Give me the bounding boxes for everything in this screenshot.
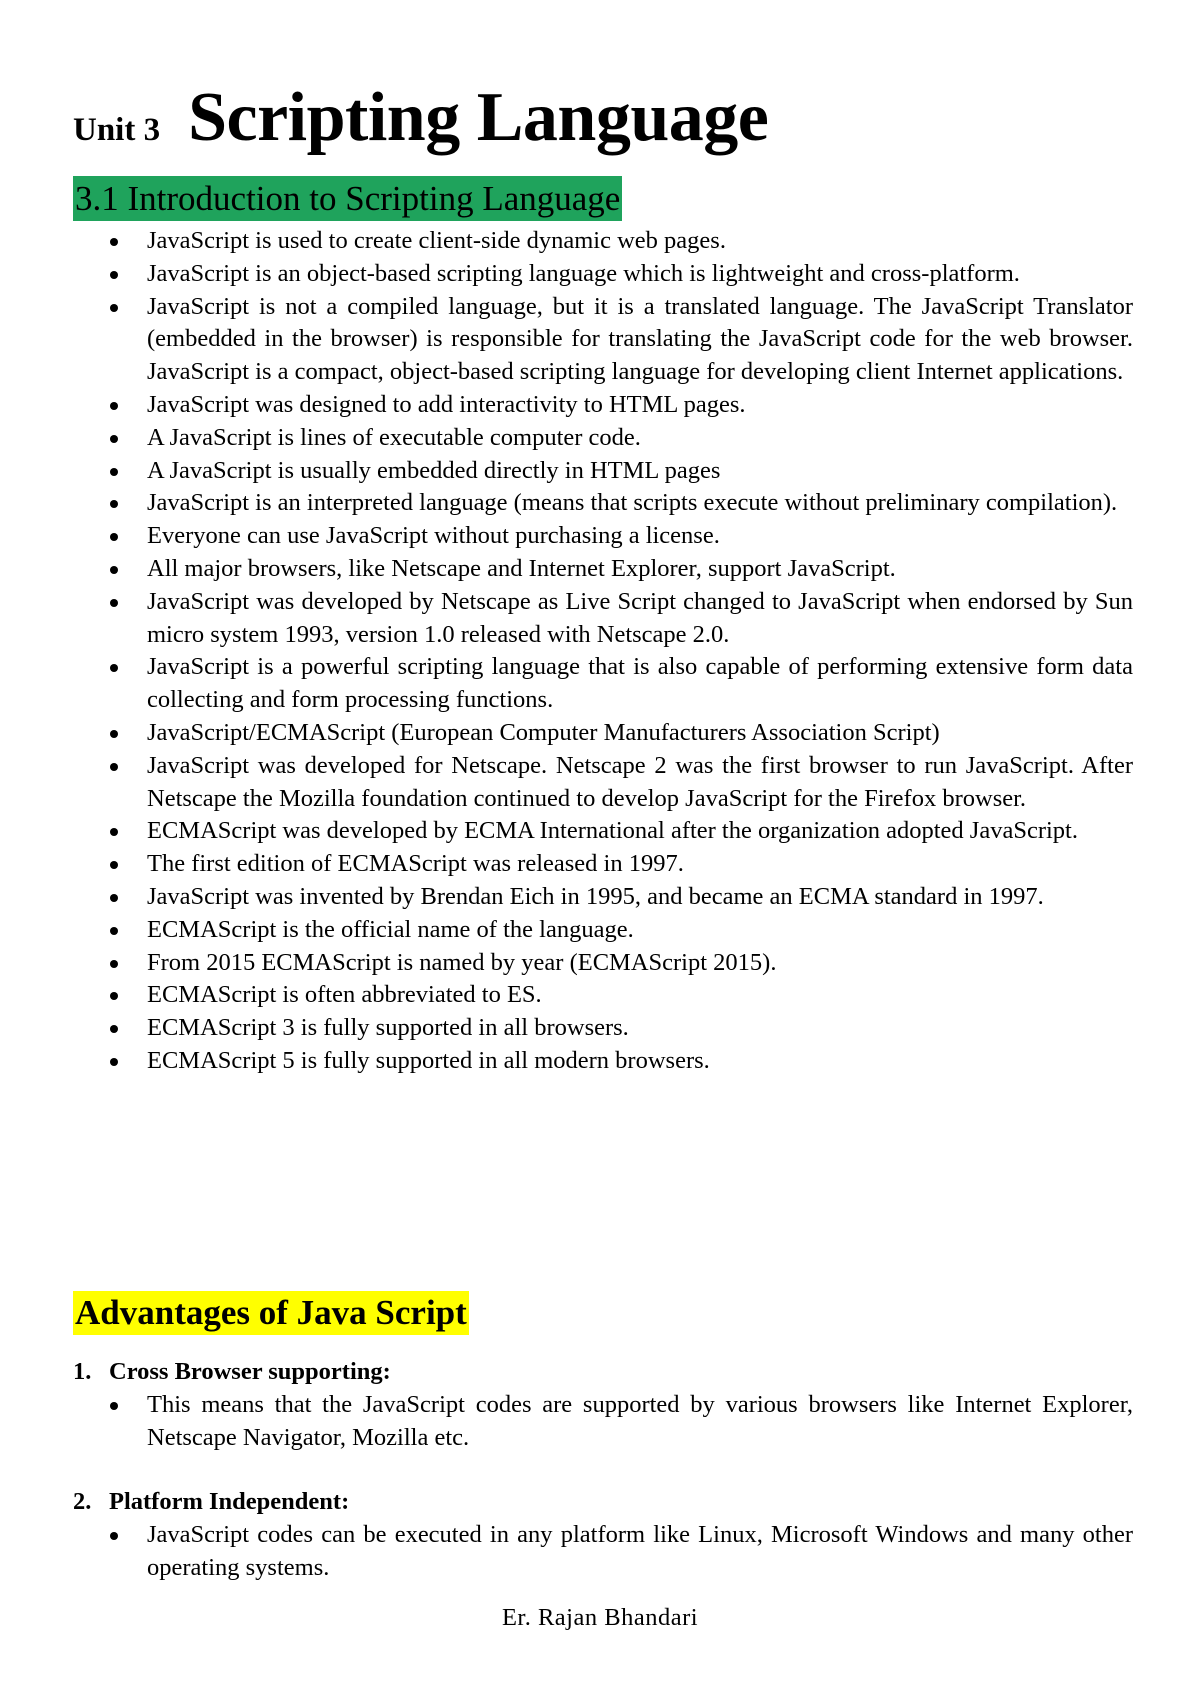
bullet-icon: [110, 304, 118, 312]
bullet-icon: [110, 1402, 118, 1410]
bullet-icon: [110, 402, 118, 410]
list-item: [0, 815, 1200, 848]
bullet-icon: [110, 1532, 118, 1540]
page-title: Scripting Language: [188, 79, 769, 156]
list-item: [0, 1045, 1200, 1078]
list-item: [0, 225, 1200, 258]
list-item-text: The first edition of ECMAScript was released in 1997.: [147, 850, 684, 878]
list-item: [0, 455, 1200, 488]
advantages-heading: Advantages of Java Script: [73, 1291, 469, 1335]
advantage-title-row: [0, 1356, 1200, 1389]
bullet-icon: [110, 599, 118, 607]
list-item-text: JavaScript is used to create client-side dynamic web pages.: [147, 227, 726, 254]
intro-bullet-list: [0, 225, 1200, 1078]
advantage-title-row: [0, 1486, 1200, 1519]
bullet-icon: [110, 468, 118, 476]
list-item-text: JavaScript was invented by Brendan Eich in 1995, and became an ECMA standard in 1997.: [147, 882, 1044, 910]
advantage-number: 2.: [73, 1488, 92, 1515]
list-item-text: JavaScript was developed by Netscape as Live Script changed to JavaScript when endorsed by Sun micro system 1993, version 1.0 released with Netscape 2.0.: [147, 587, 1133, 648]
list-item-text: ECMAScript was developed by ECMA International after the organization adopted JavaScript.: [147, 817, 1078, 845]
list-item: [0, 291, 1200, 389]
advantage-bullet-list: [0, 1519, 1200, 1585]
advantage-item: [0, 1486, 1200, 1584]
bullet-icon: [110, 435, 118, 443]
list-item: [0, 1389, 1200, 1455]
list-item-text: This means that the JavaScript codes are supported by various browsers like Internet Explorer, Netscape Navigator, Mozilla etc.: [147, 1390, 1133, 1451]
list-item-text: JavaScript is an interpreted language (means that scripts execute without preliminary compilation).: [147, 489, 1118, 517]
list-item: [0, 586, 1200, 652]
list-item-text: JavaScript codes can be executed in any platform like Linux, Microsoft Windows and many other operating systems.: [147, 1520, 1133, 1581]
list-item: [0, 389, 1200, 422]
list-item: [0, 1519, 1200, 1585]
advantage-item: [0, 1356, 1200, 1454]
bullet-icon: [110, 960, 118, 968]
bullet-icon: [110, 894, 118, 902]
bullet-icon: [110, 828, 118, 836]
list-item: [0, 979, 1200, 1012]
list-item: [0, 717, 1200, 750]
bullet-icon: [110, 566, 118, 574]
unit-label: Unit 3: [73, 112, 161, 148]
footer-author: Er. Rajan Bhandari: [501, 1604, 699, 1631]
bullet-icon: [110, 730, 118, 738]
list-item: [0, 258, 1200, 291]
list-item: [0, 881, 1200, 914]
list-item: [0, 651, 1200, 717]
bullet-icon: [110, 861, 118, 869]
list-item: [0, 422, 1200, 455]
advantage-title: Platform Independent:: [109, 1488, 350, 1515]
list-item-text: A JavaScript is lines of executable computer code.: [147, 423, 641, 451]
list-item-text: JavaScript was designed to add interactivity to HTML pages.: [147, 390, 746, 418]
bullet-icon: [110, 992, 118, 1000]
list-item-text: From 2015 ECMAScript is named by year (ECMAScript 2015).: [147, 948, 777, 976]
list-item-text: JavaScript is not a compiled language, but it is a translated language. The JavaScript Translator (embedded in the browser) is responsible for translating the JavaScript code for the web browser. JavaScript is a compact, object-based scripting language for developing client Internet applications.: [147, 292, 1133, 386]
bullet-icon: [110, 927, 118, 935]
list-item: [0, 487, 1200, 520]
bullet-icon: [110, 664, 118, 672]
bullet-icon: [110, 1058, 118, 1066]
list-item-text: JavaScript was developed for Netscape. Netscape 2 was the first browser to run JavaScript. After Netscape the Mozilla foundation continued to develop JavaScript for the Firefox browser.: [147, 751, 1133, 812]
list-item-text: ECMAScript is often abbreviated to ES.: [147, 981, 542, 1009]
bullet-icon: [110, 533, 118, 541]
section-heading: 3.1 Introduction to Scripting Language: [73, 176, 622, 221]
bullet-icon: [110, 238, 118, 246]
list-item: [0, 750, 1200, 816]
list-item-text: Everyone can use JavaScript without purchasing a license.: [147, 522, 720, 550]
title-row: [73, 78, 768, 158]
list-item-text: JavaScript is an object-based scripting language which is lightweight and cross-platform.: [147, 259, 1020, 287]
list-item-text: ECMAScript 3 is fully supported in all browsers.: [147, 1014, 629, 1042]
list-item-text: ECMAScript 5 is fully supported in all modern browsers.: [147, 1046, 710, 1074]
bullet-icon: [110, 500, 118, 508]
advantage-number: 1.: [73, 1358, 92, 1385]
list-item: [0, 848, 1200, 881]
bullet-icon: [110, 1025, 118, 1033]
list-item: [0, 1012, 1200, 1045]
list-item: [0, 520, 1200, 553]
list-item: [0, 947, 1200, 980]
bullet-icon: [110, 763, 118, 771]
advantage-title: Cross Browser supporting:: [109, 1358, 391, 1385]
list-item-text: All major browsers, like Netscape and Internet Explorer, support JavaScript.: [147, 554, 896, 582]
list-item: [0, 553, 1200, 586]
advantage-bullet-list: [0, 1389, 1200, 1455]
list-item-text: ECMAScript is the official name of the language.: [147, 915, 634, 943]
bullet-icon: [110, 271, 118, 279]
list-item-text: A JavaScript is usually embedded directly in HTML pages: [147, 456, 721, 484]
list-item-text: JavaScript is a powerful scripting language that is also capable of performing extensive form data collecting and form processing functions.: [147, 653, 1133, 714]
list-item: [0, 914, 1200, 947]
list-item-text: JavaScript/ECMAScript (European Computer Manufacturers Association Script): [147, 718, 940, 746]
